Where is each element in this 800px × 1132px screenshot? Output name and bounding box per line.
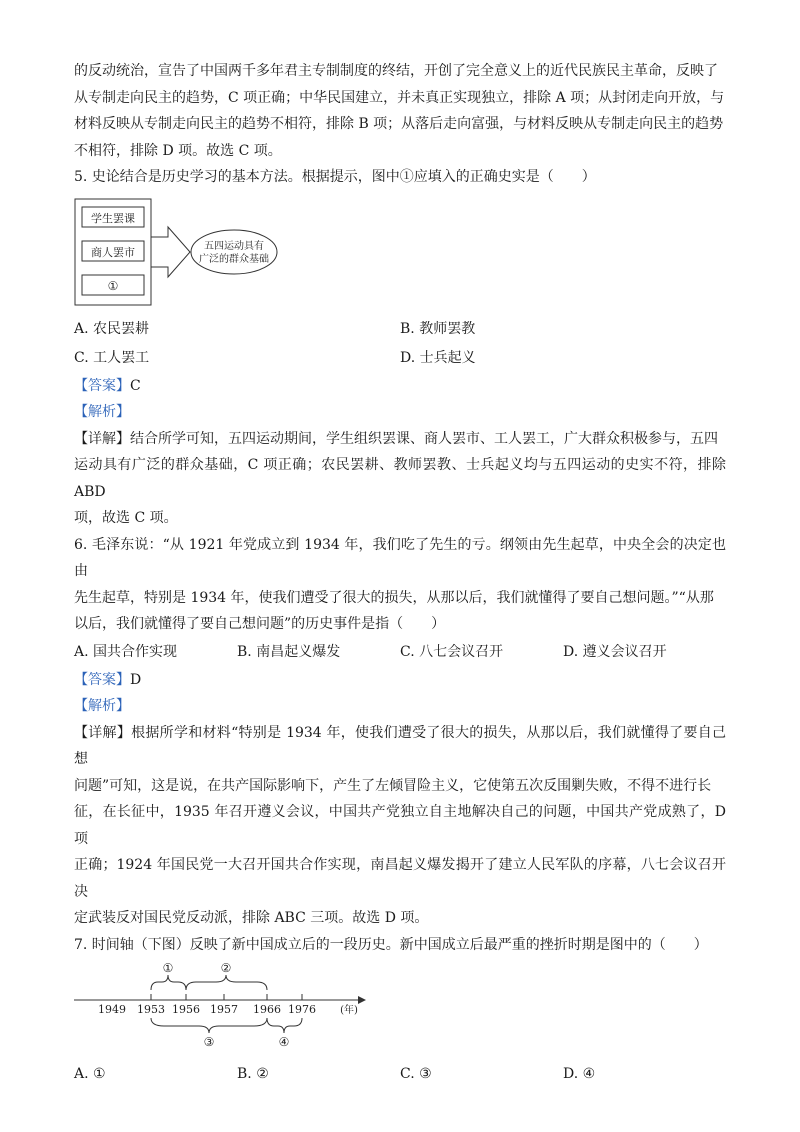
detail-tag: 【详解】: [74, 724, 132, 741]
analysis-line: [74, 399, 726, 426]
text-line: 不相符，排除 D 项。故选 C 项。: [74, 142, 282, 159]
options-row: [74, 344, 726, 373]
question-stem: 7. 时间轴（下图）反映了新中国成立后的一段历史。新中国成立后最严重的挫折时期是图中的（ ）: [74, 936, 708, 953]
detail-tag: 【详解】: [74, 430, 130, 447]
year-label: 1949: [98, 1003, 126, 1016]
timeline-svg: [74, 960, 374, 1052]
text-line: 的反动统治，宣告了中国两千多年君主专制制度的终结，开创了完全意义上的近代民族民主革命，反映了: [74, 63, 718, 79]
diagram-box-1: 学生罢课: [91, 211, 135, 225]
detail-line: 定武装反对国民党反动派，排除 ABC 三项。故选 D 项。: [74, 910, 429, 926]
option-d: D. 遵义会议召开: [563, 643, 667, 660]
upper-label-2: ②: [220, 961, 232, 975]
option-b: B. 教师罢教: [400, 320, 476, 337]
text-line: 材料反映从专制走向民主的趋势不相符，排除 B 项；从落后走向富强，与材料反映从专制走向民主的趋势: [74, 116, 724, 132]
analysis-tag: 【解析】: [74, 698, 130, 714]
arrow-icon: [151, 227, 190, 277]
question-stem: 6. 毛泽东说：“从 1921 年党成立到 1934 年，我们吃了先生的亏。纲领由先生起草，中央全会的决定也由: [74, 536, 726, 579]
document-page: [74, 58, 726, 1089]
brace-4: [267, 1018, 302, 1033]
brace-3: [151, 1018, 267, 1033]
answer-line: [74, 373, 726, 400]
detail-text: 根据所学和材料“特别是 1934 年，使我们遭受了很大的损失，从那以后，我们就懂得了要自己想: [74, 724, 727, 767]
option-c: C. ③: [400, 1066, 432, 1082]
answer-line: [74, 667, 726, 694]
options-row: [74, 1060, 726, 1089]
question-7: [74, 932, 726, 1090]
lower-label-4: ④: [278, 1035, 290, 1049]
upper-label-1: ①: [162, 961, 174, 975]
option-d: D. ④: [563, 1066, 596, 1082]
option-c: C. 八七会议召开: [400, 643, 504, 660]
detail-line: 正确；1924 年国民党一大召开国共合作实现，南昌起义爆发揭开了建立人民军队的序幕，八七会议召开决: [74, 857, 726, 900]
q4-analysis-tail: [74, 58, 726, 164]
option-a: A. ①: [74, 1066, 106, 1082]
option-a: A. 农民罢耕: [74, 320, 150, 337]
text-line: 从专制走向民主的趋势，C 项正确；中华民国建立，并未真正实现独立，排除 A 项；从封闭走向开放，与: [74, 89, 725, 106]
result-ellipse: [191, 230, 277, 274]
question-5: [74, 164, 726, 532]
question-stem: 以后，我们就懂得了要自己想问题”的历史事件是指（ ）: [74, 616, 446, 632]
options-row: [74, 638, 726, 667]
detail-line: 问题”可知，这是说，在共产国际影响下，产生了左倾冒险主义，它使第五次反围剿失败，不得不进行长: [74, 777, 712, 794]
year-label: 1966: [253, 1003, 281, 1016]
option-a: A. 国共合作实现: [74, 643, 178, 660]
year-label: 1956: [172, 1003, 200, 1016]
options-row: [74, 315, 726, 344]
detail-line: [74, 426, 726, 453]
diagram-box-3: ①: [107, 278, 119, 293]
timeline-figure: [74, 960, 726, 1052]
question-6: [74, 532, 726, 932]
may-fourth-diagram: [74, 197, 726, 315]
analysis-tag: 【解析】: [74, 404, 130, 420]
diagram-svg: [74, 197, 334, 315]
answer-value: C: [130, 377, 141, 394]
option-c: C. 工人罢工: [74, 349, 150, 366]
detail-line: [74, 720, 726, 773]
axis-arrow-icon: [358, 996, 366, 1004]
answer-value: D: [130, 671, 142, 688]
brace-1: [151, 975, 186, 990]
lower-label-3: ③: [203, 1035, 215, 1049]
answer-tag: 【答案】: [74, 377, 130, 394]
question-stem: 5. 史论结合是历史学习的基本方法。根据提示，图中①应填入的正确史实是（ ）: [74, 169, 596, 185]
detail-line: 征，在长征中，1935 年召开遵义会议，中国共产党独立自主地解决自己的问题，中国共产党成熟了，D 项: [74, 804, 726, 847]
diagram-result-line-1: 五四运动具有: [204, 240, 264, 252]
answer-tag: 【答案】: [74, 671, 130, 688]
option-b: B. ②: [237, 1066, 269, 1082]
detail-line: 项，故选 C 项。: [74, 510, 178, 526]
detail-text: 结合所学可知，五四运动期间，学生组织罢课、商人罢市、工人罢工，广大群众积极参与，五四: [130, 430, 718, 447]
diagram-box-2: 商人罢市: [91, 245, 135, 259]
analysis-line: [74, 693, 726, 720]
year-label: 1953: [137, 1003, 165, 1016]
axis-unit: (年): [340, 1005, 358, 1016]
question-stem: 先生起草，特别是 1934 年，使我们遭受了很大的损失，从那以后，我们就懂得了要自己想问题。”“从那: [74, 589, 714, 606]
brace-2: [186, 975, 267, 990]
option-d: D. 士兵起义: [400, 349, 476, 366]
diagram-result-line-2: 广泛的群众基础: [199, 253, 269, 265]
detail-line: 运动具有广泛的群众基础，C 项正确；农民罢耕、教师罢教、士兵起义均与五四运动的史实不符，排除 ABD: [74, 457, 726, 500]
option-b: B. 南昌起义爆发: [237, 643, 341, 660]
year-label: 1976: [288, 1003, 316, 1016]
year-label: 1957: [210, 1003, 238, 1016]
